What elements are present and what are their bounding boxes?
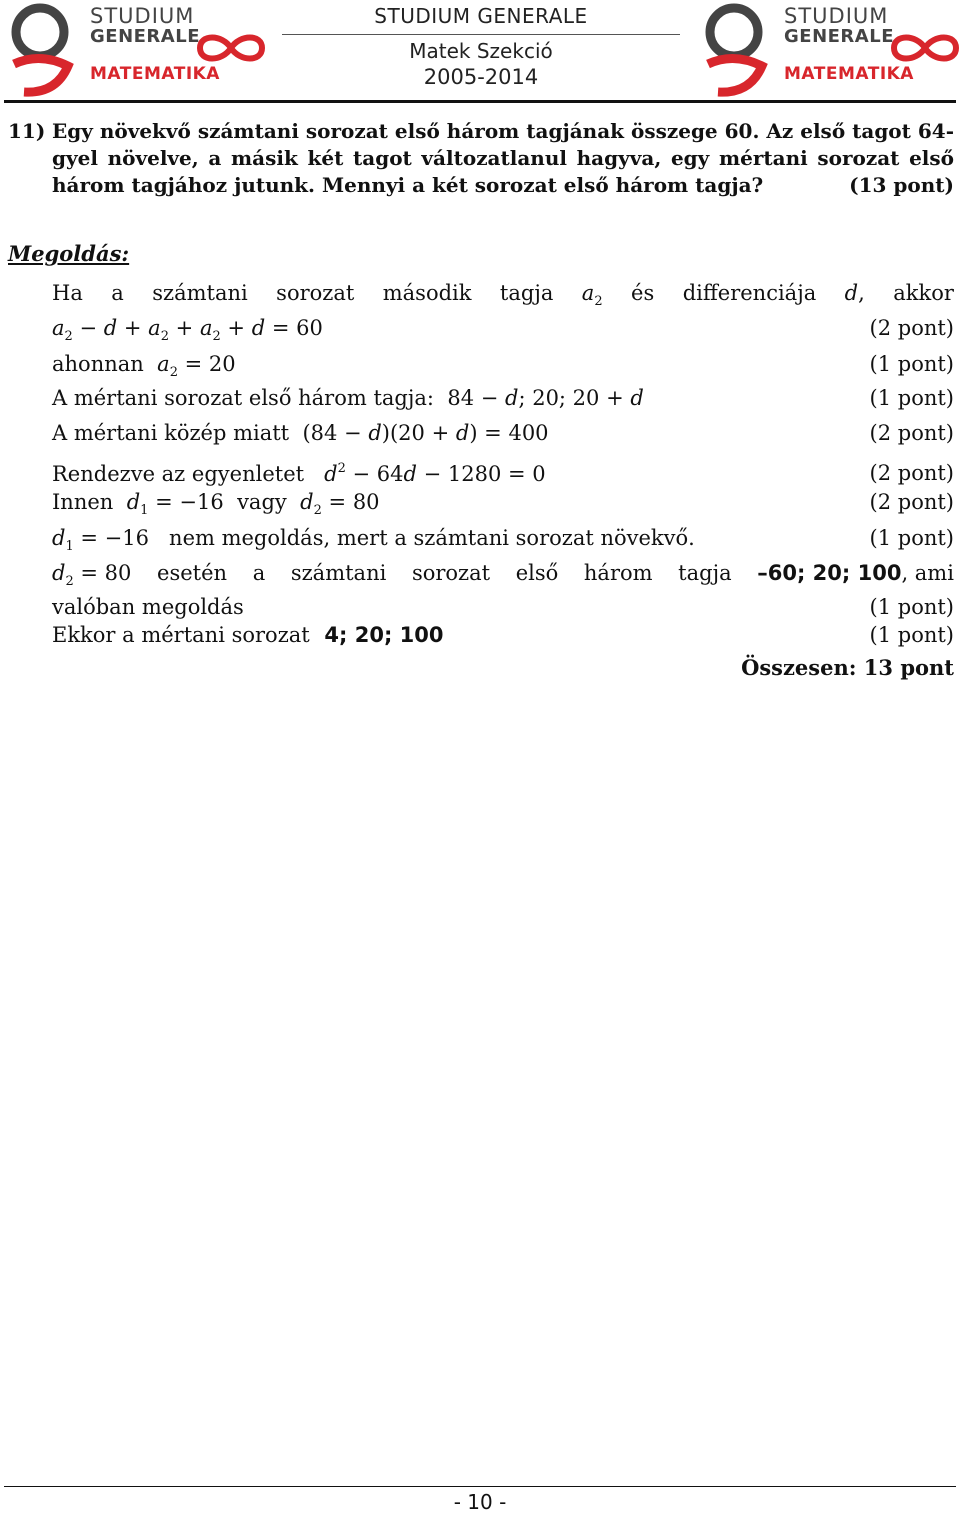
word: számtani bbox=[290, 561, 387, 585]
word: tagja bbox=[499, 281, 554, 305]
header-title: STUDIUM GENERALE bbox=[282, 4, 680, 35]
equation-a2: $a_2 = 20$ bbox=[157, 352, 236, 380]
solution-line-case bbox=[52, 561, 954, 589]
equation-geom-terms: 84 − d; 20; 20 + d bbox=[440, 386, 644, 410]
points-label: (1 pont) bbox=[869, 386, 954, 410]
footer-divider bbox=[4, 1486, 956, 1487]
word: differenciája bbox=[682, 281, 817, 305]
points-label: (1 pont) bbox=[869, 595, 954, 619]
text-vagy: vagy bbox=[237, 490, 287, 514]
word: akkor bbox=[893, 281, 954, 305]
text-not-solution: nem megoldás, mert a számtani sorozat növekvő. bbox=[169, 526, 695, 550]
solution-line-intro bbox=[52, 281, 954, 309]
text-ami: , ami bbox=[901, 561, 954, 585]
problem-points: (13 pont) bbox=[849, 173, 954, 197]
page-number: - 10 - bbox=[453, 1490, 507, 1514]
points-label: (2 pont) bbox=[869, 421, 954, 445]
solution-line-geom-terms bbox=[52, 386, 954, 410]
studium-generale-logo-icon bbox=[6, 2, 76, 98]
word: és bbox=[631, 281, 655, 305]
arith-result: –60; 20; 100 bbox=[757, 561, 902, 585]
logo-text-studium: STUDIUM bbox=[90, 4, 195, 28]
logo-text-studium: STUDIUM bbox=[784, 4, 889, 28]
word: második bbox=[382, 281, 472, 305]
equation-root2: $d_2 = 80$ bbox=[300, 490, 380, 518]
geom-result: 4; 20; 100 bbox=[324, 623, 444, 647]
equation-sum: $a_2 - d + a_2 + a_2 + d = 60$ bbox=[52, 316, 323, 344]
text-geom-terms: A mértani sorozat első három tagja: bbox=[52, 386, 434, 410]
text-arrange: Rendezve az egyenletet bbox=[52, 462, 305, 486]
points-label: (1 pont) bbox=[869, 623, 954, 647]
word: a bbox=[252, 561, 266, 585]
equation-root1: $d_1 = -16$ bbox=[126, 490, 231, 518]
points-label: (1 pont) bbox=[869, 526, 954, 550]
header-title-block bbox=[282, 4, 680, 89]
math-d: d, bbox=[844, 281, 865, 305]
word: tagja bbox=[678, 561, 732, 585]
word: sorozat bbox=[411, 561, 491, 585]
points-label: (1 pont) bbox=[869, 352, 954, 376]
solution-line-a2 bbox=[52, 352, 954, 380]
word: sorozat bbox=[276, 281, 355, 305]
logo-text-matematika: MATEMATIKA bbox=[90, 64, 220, 84]
equation-d2: $d_2 = 80$ bbox=[52, 561, 132, 589]
logo-text-generale: GENERALE bbox=[90, 26, 200, 47]
solution-line-sum bbox=[52, 316, 954, 344]
points-label: (2 pont) bbox=[869, 461, 954, 485]
solution-line-valid bbox=[52, 595, 954, 619]
header-subtitle: Matek Szekció bbox=[409, 39, 553, 63]
studium-generale-logo-icon bbox=[700, 2, 770, 98]
math-a2: $a_2$ bbox=[581, 281, 603, 309]
solution-line-roots bbox=[52, 490, 954, 518]
word: Ha bbox=[52, 281, 83, 305]
problem-statement bbox=[8, 118, 954, 199]
solution-line-geom-result bbox=[52, 623, 954, 647]
text-ahonnan: ahonnan bbox=[52, 352, 144, 376]
equation-quadratic: $d^2 - 64d - 1280 = 0$ bbox=[324, 461, 546, 486]
points-label: (2 pont) bbox=[869, 316, 954, 340]
word: esetén bbox=[157, 561, 228, 585]
text-valoban: valóban megoldás bbox=[52, 595, 244, 619]
word: három bbox=[583, 561, 653, 585]
text-geom-mean: A mértani közép miatt bbox=[52, 421, 290, 445]
solution-heading: Megoldás: bbox=[8, 241, 130, 266]
total-points: Összesen: 13 pont bbox=[741, 655, 954, 680]
logo-text-generale: GENERALE bbox=[784, 26, 894, 47]
problem-number: 11) bbox=[8, 119, 46, 143]
points-label: (2 pont) bbox=[869, 490, 954, 514]
logo-right bbox=[700, 2, 960, 98]
equation-geom-mean: (84 − d)(20 + d) = 400 bbox=[295, 421, 549, 445]
solution-line-reject bbox=[52, 526, 954, 554]
text-geom-result: Ekkor a mértani sorozat bbox=[52, 623, 310, 647]
logo-left bbox=[6, 2, 276, 98]
text-innen: Innen bbox=[52, 490, 114, 514]
word: számtani bbox=[152, 281, 248, 305]
word: a bbox=[111, 281, 124, 305]
logo-text-matematika: MATEMATIKA bbox=[784, 64, 914, 84]
header-years: 2005-2014 bbox=[423, 65, 539, 89]
equation-d1: $d_1 = -16$ bbox=[52, 526, 163, 554]
infinity-icon bbox=[192, 32, 270, 64]
solution-line-quadratic bbox=[52, 461, 954, 486]
infinity-icon bbox=[886, 32, 960, 64]
word: első bbox=[515, 561, 559, 585]
solution-line-geom-mean bbox=[52, 421, 954, 445]
problem-text: Egy növekvő számtani sorozat első három tagjának összege 60. Az első tagot 64-gyel növelve, a másik két tagot változatlanul hagyva, egy mértani sorozat első három tagjához jutunk. Mennyi a két sorozat első három tagja? bbox=[52, 119, 954, 197]
header-divider bbox=[4, 100, 956, 103]
